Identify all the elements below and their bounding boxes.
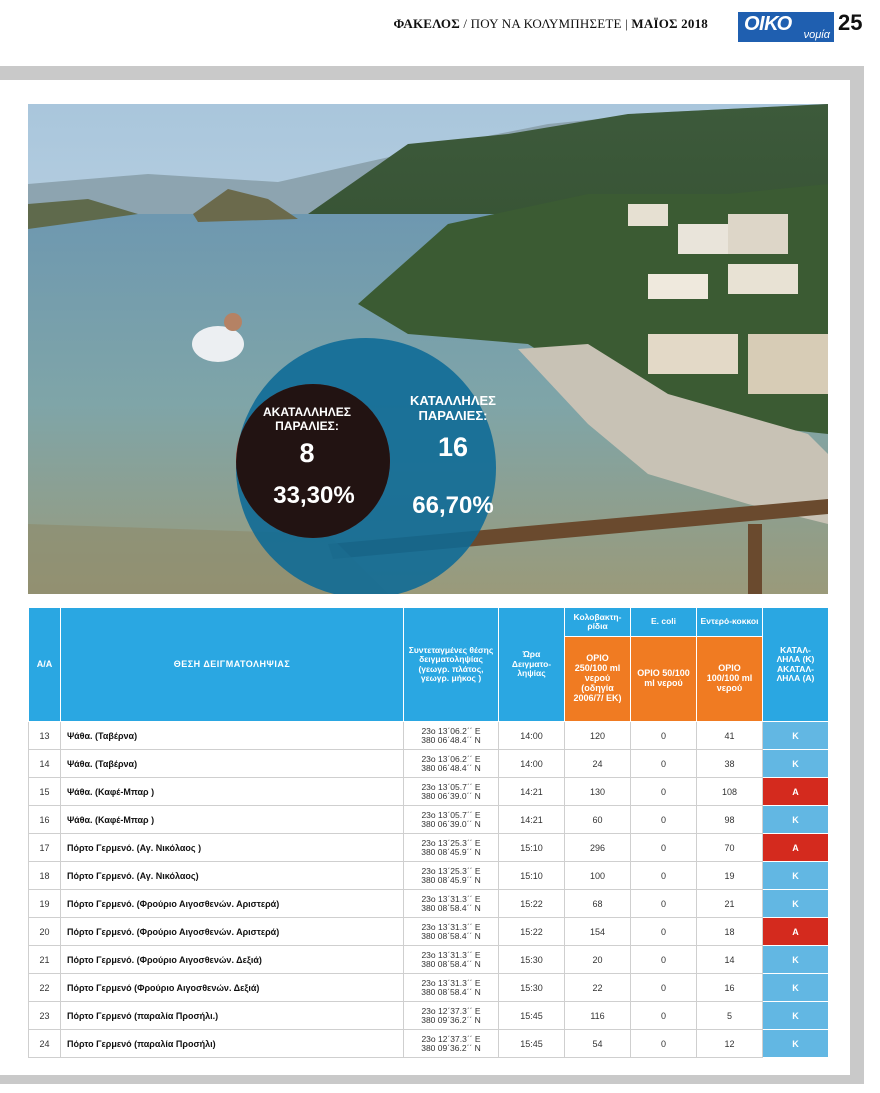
cell-status: Κ xyxy=(763,974,829,1002)
cell-coli: 116 xyxy=(565,1002,631,1030)
cell-coords xyxy=(404,1002,499,1030)
cell-coli: 20 xyxy=(565,946,631,974)
cell-entero: 19 xyxy=(697,862,763,890)
cell-aa: 21 xyxy=(29,946,61,974)
cell-time: 15:30 xyxy=(499,974,565,1002)
cell-aa: 14 xyxy=(29,750,61,778)
cell-place: Πόρτο Γερμενό (Φρούριο Αιγοσθενών. Δεξιά) xyxy=(61,974,404,1002)
magazine-logo xyxy=(738,12,834,42)
cell-coords xyxy=(404,946,499,974)
coord-lat: 23o 13΄31.3΄΄ E xyxy=(421,893,481,904)
coord-lon: 380 08΄58.4΄΄ N xyxy=(421,986,481,997)
cell-coli: 54 xyxy=(565,1030,631,1058)
cell-coli: 296 xyxy=(565,834,631,862)
cell-place: Πόρτο Γερμενό (παραλία Προσήλι) xyxy=(61,1030,404,1058)
cell-ecoli: 0 xyxy=(631,862,697,890)
cell-aa: 18 xyxy=(29,862,61,890)
cell-place: Πόρτο Γερμενό. (Αγ. Νικόλαος) xyxy=(61,862,404,890)
cell-ecoli: 0 xyxy=(631,806,697,834)
cell-ecoli: 0 xyxy=(631,722,697,750)
coli-limit: ΟΡΙΟ 250/100 ml νερού (οδηγία 2006/7/ ΕΚ) xyxy=(565,637,631,722)
cell-entero: 70 xyxy=(697,834,763,862)
cell-entero: 98 xyxy=(697,806,763,834)
topic-label: ΠΟΥ ΝΑ ΚΟΛΥΜΠΗΣΕΤΕ xyxy=(470,16,622,31)
cell-coords xyxy=(404,974,499,1002)
cell-place: Πόρτο Γερμενό. (Φρούριο Αιγοσθενών. Αριστερά) xyxy=(61,918,404,946)
cell-status: Κ xyxy=(763,946,829,974)
col-time: Ώρα Δειγματο-ληψίας xyxy=(499,608,565,722)
coord-lat: 23o 12΄37.3΄΄ E xyxy=(421,1005,481,1016)
cell-coords xyxy=(404,750,499,778)
issue-label: ΜΑΪΟΣ 2018 xyxy=(631,16,708,31)
cell-place: Πόρτο Γερμενό. (Φρούριο Αιγοσθενών. Αριστερά) xyxy=(61,890,404,918)
cell-place: Ψάθα. (Ταβέρνα) xyxy=(61,722,404,750)
cell-place: Ψάθα. (Ταβέρνα) xyxy=(61,750,404,778)
cell-place: Ψάθα. (Καφέ-Μπαρ ) xyxy=(61,778,404,806)
ecoli-limit: ΟΡΙΟ 50/100 ml νερού xyxy=(631,637,697,722)
table-body xyxy=(29,722,829,1058)
cell-status: Α xyxy=(763,918,829,946)
entero-limit: ΟΡΙΟ 100/100 ml νερού xyxy=(697,637,763,722)
coord-lat: 23o 13΄31.3΄΄ E xyxy=(421,921,481,932)
coord-lat: 23o 13΄31.3΄΄ E xyxy=(421,977,481,988)
beach-illustration xyxy=(28,104,828,594)
cell-coords xyxy=(404,890,499,918)
col-coords: Συντεταγμένες θέσης δειγματοληψίας (γεωγρ. πλάτος, γεωγρ. μήκος ) xyxy=(404,608,499,722)
col-place: ΘΕΣΗ ΔΕΙΓΜΑΤΟΛΗΨΙΑΣ xyxy=(61,608,404,722)
cell-coli: 60 xyxy=(565,806,631,834)
header-divider: | xyxy=(625,16,628,31)
section-label: ΦΑΚΕΛΟΣ xyxy=(393,16,460,31)
coord-lat: 23o 13΄25.3΄΄ E xyxy=(421,837,481,848)
cell-coli: 130 xyxy=(565,778,631,806)
table-row xyxy=(29,974,829,1002)
cell-entero: 41 xyxy=(697,722,763,750)
coord-lon: 380 06΄48.4΄΄ N xyxy=(421,734,481,745)
cell-place: Ψάθα. (Καφέ-Μπαρ ) xyxy=(61,806,404,834)
cell-place: Πόρτο Γερμενό. (Αγ. Νικόλαος ) xyxy=(61,834,404,862)
coord-lon: 380 09΄36.2΄΄ N xyxy=(421,1042,481,1053)
header-separator: / xyxy=(463,16,468,31)
table-row xyxy=(29,750,829,778)
col-coli: Κολοβακτη-ρίδια xyxy=(565,608,631,637)
table-row xyxy=(29,918,829,946)
table-row xyxy=(29,946,829,974)
col-ecoli: E. coli xyxy=(631,608,697,637)
cell-coli: 120 xyxy=(565,722,631,750)
cell-coords xyxy=(404,778,499,806)
table-row xyxy=(29,1030,829,1058)
cell-ecoli: 0 xyxy=(631,890,697,918)
suitable-count: 16 xyxy=(437,432,469,462)
cell-coords xyxy=(404,1030,499,1058)
cell-time: 15:22 xyxy=(499,918,565,946)
table-row xyxy=(29,862,829,890)
cell-coli: 154 xyxy=(565,918,631,946)
coord-lon: 380 08΄45.9΄΄ N xyxy=(421,846,481,857)
cell-coords xyxy=(404,918,499,946)
cell-coords xyxy=(404,834,499,862)
cell-aa: 20 xyxy=(29,918,61,946)
cell-status: Κ xyxy=(763,750,829,778)
coord-lat: 23o 13΄06.2΄΄ E xyxy=(421,753,481,764)
table-row xyxy=(29,778,829,806)
cell-status: Κ xyxy=(763,1030,829,1058)
coord-lat: 23o 13΄25.3΄΄ E xyxy=(421,865,481,876)
cell-time: 15:30 xyxy=(499,946,565,974)
suitable-percent: 66,70% xyxy=(412,492,494,519)
cell-status: Κ xyxy=(763,806,829,834)
cell-entero: 18 xyxy=(697,918,763,946)
cell-status: Κ xyxy=(763,1002,829,1030)
cell-time: 15:10 xyxy=(499,834,565,862)
cell-coords xyxy=(404,806,499,834)
cell-time: 14:21 xyxy=(499,778,565,806)
col-entero: Εντερό-κοκκοι xyxy=(697,608,763,637)
cell-coli: 68 xyxy=(565,890,631,918)
cell-status: Κ xyxy=(763,890,829,918)
coord-lon: 380 08΄58.4΄΄ N xyxy=(421,958,481,969)
cell-place: Πόρτο Γερμενό (παραλία Προσήλι.) xyxy=(61,1002,404,1030)
table-row xyxy=(29,806,829,834)
page-number: 25 xyxy=(838,10,863,35)
cell-entero: 14 xyxy=(697,946,763,974)
cell-status: Κ xyxy=(763,722,829,750)
coord-lon: 380 08΄45.9΄΄ N xyxy=(421,874,481,885)
coord-lon: 380 08΄58.4΄΄ N xyxy=(421,930,481,941)
cell-status: Α xyxy=(763,834,829,862)
cell-entero: 21 xyxy=(697,890,763,918)
cell-coli: 24 xyxy=(565,750,631,778)
table-row xyxy=(29,722,829,750)
cell-coords xyxy=(404,722,499,750)
coord-lon: 380 06΄39.0΄΄ N xyxy=(421,818,481,829)
cell-status: Α xyxy=(763,778,829,806)
cell-time: 14:00 xyxy=(499,750,565,778)
logo-sub-text: νομία xyxy=(803,29,830,41)
cell-ecoli: 0 xyxy=(631,1002,697,1030)
cell-entero: 108 xyxy=(697,778,763,806)
cell-entero: 12 xyxy=(697,1030,763,1058)
coord-lat: 23o 13΄05.7΄΄ E xyxy=(421,781,481,792)
unsuitable-percent: 33,30% xyxy=(273,482,355,509)
unsuitable-label: ΑΚΑΤΑΛΛΗΛΕΣ ΠΑΡΑΛΙΕΣ: xyxy=(263,405,351,433)
beach-photo xyxy=(28,104,828,594)
cell-place: Πόρτο Γερμενό. (Φρούριο Αιγοσθενών. Δεξιά) xyxy=(61,946,404,974)
cell-ecoli: 0 xyxy=(631,974,697,1002)
coord-lon: 380 06΄39.0΄΄ N xyxy=(421,790,481,801)
cell-coli: 100 xyxy=(565,862,631,890)
col-aa: Α/Α xyxy=(29,608,61,722)
running-header xyxy=(394,16,708,32)
cell-ecoli: 0 xyxy=(631,946,697,974)
coord-lon: 380 06΄48.4΄΄ N xyxy=(421,762,481,773)
cell-ecoli: 0 xyxy=(631,834,697,862)
cell-time: 15:45 xyxy=(499,1030,565,1058)
cell-aa: 16 xyxy=(29,806,61,834)
cell-aa: 22 xyxy=(29,974,61,1002)
cell-coli: 22 xyxy=(565,974,631,1002)
cell-time: 15:22 xyxy=(499,890,565,918)
cell-aa: 19 xyxy=(29,890,61,918)
col-status: ΚΑΤΑΛ-ΛΗΛΑ (Κ) ΑΚΑΤΑΛ-ΛΗΛΑ (Α) xyxy=(763,608,829,722)
cell-entero: 16 xyxy=(697,974,763,1002)
cell-aa: 17 xyxy=(29,834,61,862)
coord-lon: 380 09΄36.2΄΄ N xyxy=(421,1014,481,1025)
table-row xyxy=(29,1002,829,1030)
cell-time: 15:10 xyxy=(499,862,565,890)
cell-time: 15:45 xyxy=(499,1002,565,1030)
cell-aa: 23 xyxy=(29,1002,61,1030)
cell-entero: 5 xyxy=(697,1002,763,1030)
cell-time: 14:00 xyxy=(499,722,565,750)
cell-aa: 24 xyxy=(29,1030,61,1058)
cell-coords xyxy=(404,862,499,890)
cell-ecoli: 0 xyxy=(631,750,697,778)
cell-entero: 38 xyxy=(697,750,763,778)
table-row xyxy=(29,834,829,862)
suitable-label: ΚΑΤΑΛΛΗΛΕΣ ΠΑΡΑΛΙΕΣ: xyxy=(410,393,496,423)
sampling-results-table xyxy=(28,607,829,1058)
cell-ecoli: 0 xyxy=(631,778,697,806)
coord-lon: 380 08΄58.4΄΄ N xyxy=(421,902,481,913)
table-row xyxy=(29,890,829,918)
cell-aa: 13 xyxy=(29,722,61,750)
coord-lat: 23o 13΄06.2΄΄ E xyxy=(421,725,481,736)
page-header xyxy=(0,0,880,60)
cell-aa: 15 xyxy=(29,778,61,806)
logo-main-text: ΟΙΚΟ xyxy=(744,13,792,35)
cell-time: 14:21 xyxy=(499,806,565,834)
cell-ecoli: 0 xyxy=(631,1030,697,1058)
cell-ecoli: 0 xyxy=(631,918,697,946)
coord-lat: 23o 13΄05.7΄΄ E xyxy=(421,809,481,820)
coord-lat: 23o 13΄31.3΄΄ E xyxy=(421,949,481,960)
coord-lat: 23o 12΄37.3΄΄ E xyxy=(421,1033,481,1044)
cell-status: Κ xyxy=(763,862,829,890)
unsuitable-count: 8 xyxy=(299,438,315,468)
